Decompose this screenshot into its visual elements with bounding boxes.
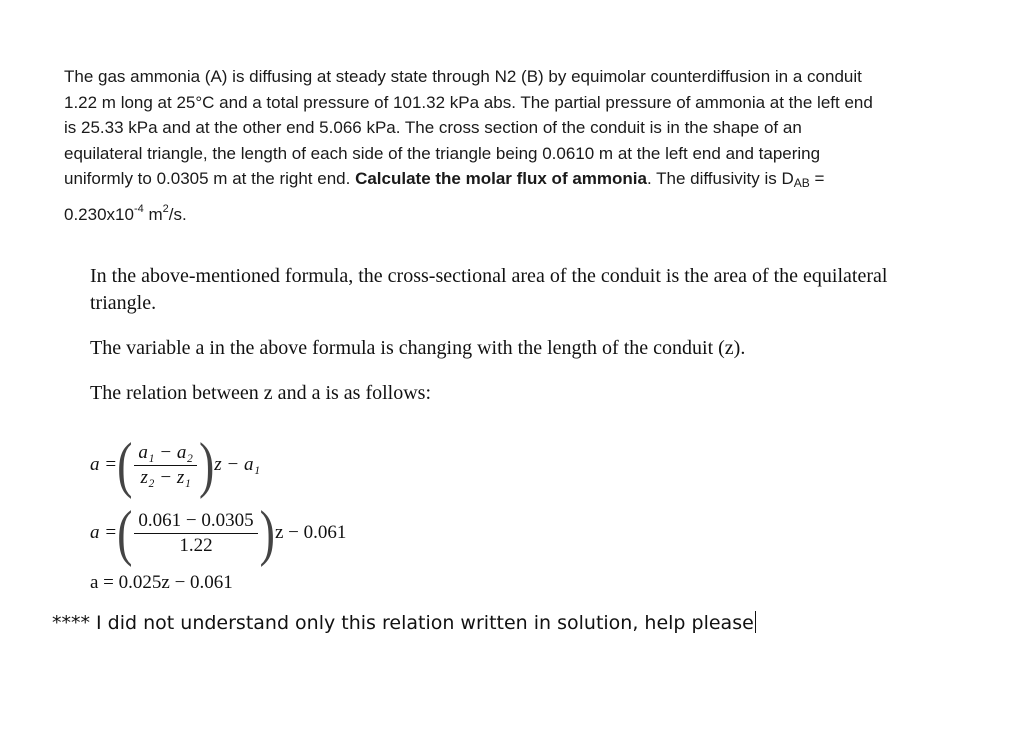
problem-line <box>64 166 994 197</box>
problem-text: 0.230x10 <box>64 204 134 224</box>
equation-substituted <box>90 497 347 567</box>
eq-lhs: a = <box>90 522 118 543</box>
equation-result: a = 0.025z − 0.061 <box>90 572 233 593</box>
diffusivity-subscript: AB <box>793 176 810 190</box>
fraction-numerator: 0.061 − 0.0305 <box>134 511 257 534</box>
problem-line: is 25.33 kPa and at the other end 5.066 kPa. The cross section of the conduit is in the shape of an <box>64 118 802 137</box>
note-text: **** I did not understand only this relation written in solution, help please <box>52 612 754 634</box>
solution-paragraph: In the above-mentioned formula, the cross-sectional area of the conduit is the area of the equilateral triangle. <box>90 265 888 314</box>
problem-line <box>64 197 994 228</box>
paren-left: ( <box>117 429 133 499</box>
eq-rhs: z − 0.061 <box>274 522 347 543</box>
problem-text: m <box>143 204 163 224</box>
exponent: -4 <box>133 202 144 215</box>
eq-rhs: z − a₁ <box>214 454 261 475</box>
solution-paragraph: The variable a in the above formula is changing with the length of the conduit (z). <box>90 337 746 359</box>
fraction <box>134 511 257 556</box>
problem-statement <box>64 64 994 227</box>
user-question-note <box>52 611 756 634</box>
problem-text: uniformly to 0.0305 m at the right end. <box>64 169 356 188</box>
solution-excerpt <box>90 263 950 404</box>
problem-line: The gas ammonia (A) is diffusing at steady state through N2 (B) by equimolar counterdiffusion in a conduit <box>64 67 862 86</box>
problem-task-bold: Calculate the molar flux of ammonia <box>355 169 647 188</box>
exponent: 2 <box>162 202 169 215</box>
paren-right: ) <box>259 497 275 567</box>
problem-line: 1.22 m long at 25°C and a total pressure of 101.32 kPa abs. The partial pressure of ammonia at the left end <box>64 92 873 112</box>
equation-general <box>90 429 261 499</box>
problem-line: equilateral triangle, the length of each side of the triangle being 0.0610 m at the left end and tapering <box>64 143 821 163</box>
fraction-numerator: a₁ − a₂ <box>134 443 197 466</box>
problem-text: = <box>809 169 825 188</box>
fraction-denominator: 1.22 <box>179 534 213 556</box>
fraction-denominator: z₂ − z₁ <box>140 466 191 488</box>
paren-left: ( <box>117 497 133 567</box>
eq-lhs: a = <box>90 454 118 475</box>
problem-text: /s. <box>168 204 187 224</box>
text-cursor <box>755 611 756 633</box>
paren-right: ) <box>198 429 215 499</box>
fraction <box>134 443 197 488</box>
problem-text: . The diffusivity is D <box>646 169 794 188</box>
solution-paragraph: The relation between z and a is as follows: <box>90 382 431 404</box>
